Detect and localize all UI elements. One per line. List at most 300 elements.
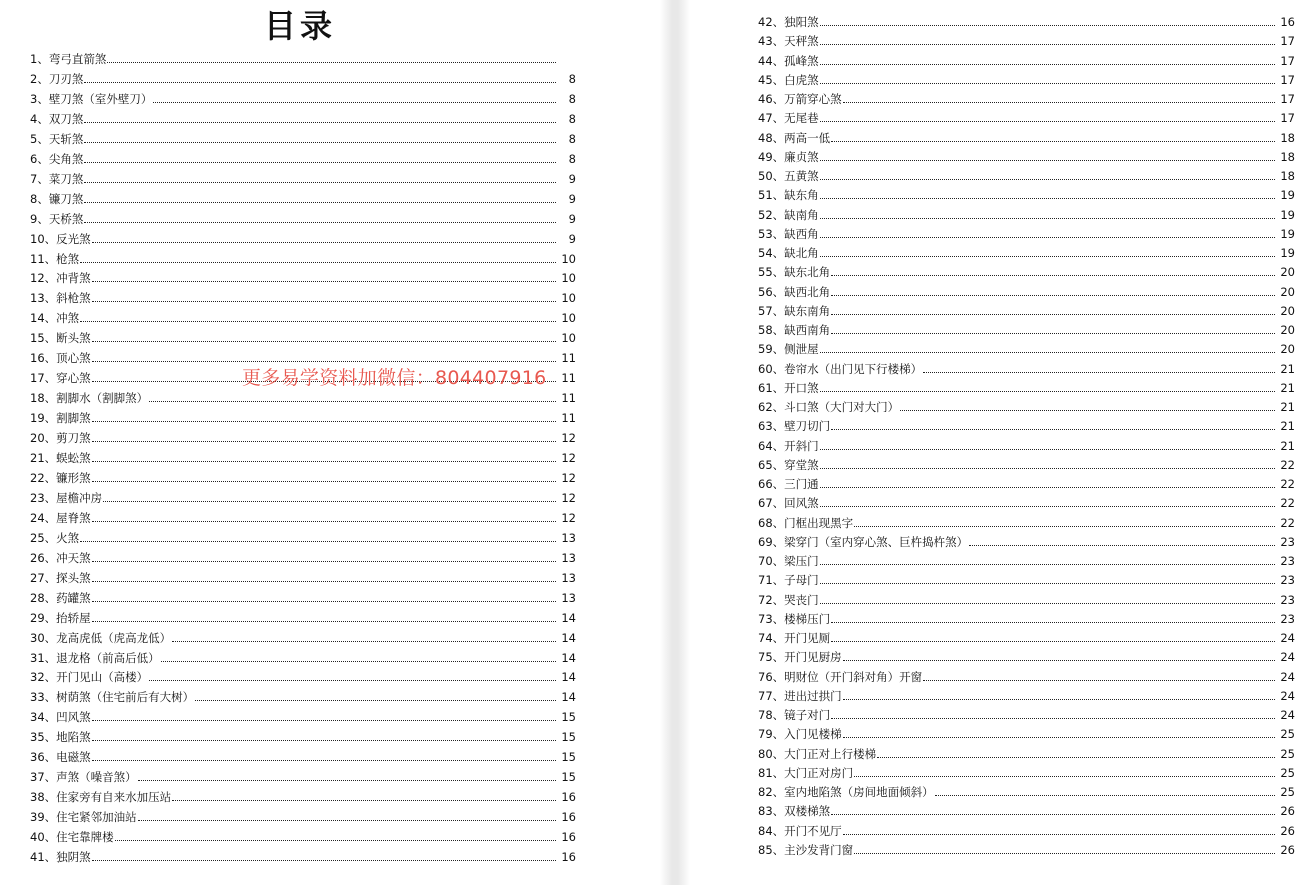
toc-entry-page: 15 (561, 730, 576, 745)
toc-entry-label: 66、三门通 (758, 477, 819, 491)
toc-entry-page: 23 (1280, 592, 1295, 607)
toc-entry-page: 18 (1280, 130, 1295, 145)
toc-entry-page: 25 (1280, 785, 1295, 799)
toc-entry-page: 13 (561, 570, 576, 585)
toc-leader-dots (92, 561, 556, 562)
toc-leader-dots (92, 341, 556, 342)
toc-entry (30, 810, 576, 824)
toc-entry-page: 23 (1280, 611, 1295, 626)
toc-entry (30, 232, 576, 246)
toc-entry-label: 14、冲煞 (30, 311, 80, 326)
toc-entry-page: 18 (1280, 169, 1295, 183)
toc-entry-label: 22、镰形煞 (30, 470, 91, 485)
toc-leader-dots (820, 179, 1275, 180)
toc-entry-page: 20 (1280, 303, 1295, 318)
toc-entry-label: 76、明财位（开门斜对角）开窗 (758, 669, 923, 684)
toc-entry-label: 19、割脚煞 (30, 411, 91, 426)
toc-entry-page: 11 (561, 351, 576, 366)
toc-entry (30, 551, 576, 565)
toc-leader-dots (84, 222, 556, 223)
toc-entry-page: 15 (561, 750, 576, 765)
toc-entry (758, 535, 1295, 549)
toc-entry-page: 10 (561, 331, 576, 346)
toc-entry (30, 471, 576, 485)
toc-leader-dots (831, 333, 1275, 334)
book-gutter (660, 0, 690, 885)
toc-entry-page: 21 (1280, 400, 1295, 414)
toc-entry (758, 246, 1295, 260)
toc-entry-label: 57、缺东南角 (758, 303, 831, 318)
toc-leader-dots (80, 262, 556, 263)
toc-leader-dots (138, 820, 556, 821)
toc-entry-label: 11、枪煞 (30, 251, 80, 266)
toc-entry (758, 785, 1295, 799)
toc-leader-dots (92, 481, 556, 482)
toc-leader-dots (831, 295, 1275, 296)
toc-leader-dots (172, 641, 556, 642)
toc-leader-dots (161, 661, 556, 662)
toc-leader-dots (820, 121, 1275, 122)
toc-entry-page: 22 (1280, 457, 1295, 472)
toc-leader-dots (84, 202, 556, 203)
toc-entry-page: 8 (568, 111, 576, 126)
toc-entry-page: 14 (561, 690, 576, 705)
toc-entry-page: 14 (561, 630, 576, 645)
toc-entry-page: 21 (1280, 438, 1295, 453)
toc-entry-label: 1、弯弓直箭煞 (30, 52, 107, 66)
toc-leader-dots (92, 242, 556, 243)
toc-entry-label: 60、卷帘水（出门见下行楼梯） (758, 361, 923, 376)
toc-entry-label: 35、地陷煞 (30, 730, 91, 745)
toc-entry (758, 419, 1295, 433)
toc-entry (758, 593, 1295, 607)
toc-leader-dots (84, 82, 556, 83)
toc-entry (758, 843, 1295, 857)
toc-leader-dots (172, 800, 556, 801)
toc-entry (30, 192, 576, 206)
toc-entry (758, 188, 1295, 202)
toc-entry-label: 7、菜刀煞 (30, 171, 84, 186)
toc-entry (758, 612, 1295, 626)
toc-entry-label: 41、独阴煞 (30, 850, 91, 864)
toc-leader-dots (820, 468, 1275, 469)
toc-leader-dots (92, 521, 556, 522)
toc-entry-page: 26 (1280, 804, 1295, 819)
toc-entry-page: 14 (561, 670, 576, 685)
toc-entry (758, 400, 1295, 414)
toc-leader-dots (969, 545, 1275, 546)
toc-entry-label: 75、开门见厨房 (758, 650, 842, 665)
toc-entry-page: 9 (568, 231, 576, 246)
toc-entry-label: 68、门框出现黑字 (758, 515, 854, 530)
toc-entry-label: 62、斗口煞（大门对大门） (758, 400, 900, 414)
toc-entry (758, 381, 1295, 395)
toc-entry-page: 22 (1280, 515, 1295, 530)
toc-entry (30, 311, 576, 325)
toc-leader-dots (820, 237, 1275, 238)
toc-entry-page: 19 (1280, 207, 1295, 222)
toc-leader-dots (92, 281, 556, 282)
toc-entry (758, 496, 1295, 510)
toc-leader-dots (843, 660, 1275, 661)
toc-entry-label: 63、壁刀切门 (758, 419, 831, 434)
toc-leader-dots (92, 621, 556, 622)
toc-entry-page: 13 (561, 550, 576, 565)
toc-leader-dots (831, 814, 1275, 815)
toc-leader-dots (92, 441, 556, 442)
toc-entry (758, 111, 1295, 125)
toc-leader-dots (923, 372, 1275, 373)
toc-entry-page: 10 (561, 271, 576, 286)
toc-leader-dots (84, 162, 556, 163)
toc-leader-dots (92, 581, 556, 582)
toc-entry-label: 74、开门见厕 (758, 631, 831, 645)
toc-entry-label: 15、断头煞 (30, 331, 91, 346)
toc-entry-page: 8 (568, 91, 576, 106)
toc-entry (30, 511, 576, 525)
toc-leader-dots (820, 64, 1275, 65)
toc-leader-dots (843, 699, 1275, 700)
toc-entry (758, 458, 1295, 472)
toc-entry (30, 730, 576, 744)
toc-entry-page: 19 (1280, 246, 1295, 260)
toc-entry (30, 670, 576, 684)
toc-entry-page: 11 (561, 371, 576, 386)
toc-entry-label: 17、穿心煞 (30, 371, 91, 386)
toc-leader-dots (854, 853, 1275, 854)
toc-entry (30, 531, 576, 545)
toc-leader-dots (92, 301, 556, 302)
toc-entry-label: 12、冲背煞 (30, 271, 91, 286)
toc-entry (758, 92, 1295, 106)
toc-entry-page: 21 (1280, 380, 1295, 395)
toc-leader-dots (103, 501, 556, 502)
toc-leader-dots (843, 834, 1275, 835)
toc-entry-label: 81、大门正对房门 (758, 765, 854, 780)
toc-leader-dots (935, 795, 1275, 796)
toc-entry-label: 44、孤峰煞 (758, 53, 819, 68)
toc-entry-label: 36、电磁煞 (30, 750, 91, 765)
toc-entry (758, 54, 1295, 68)
toc-leader-dots (149, 680, 556, 681)
toc-entry-label: 82、室内地陷煞（房间地面倾斜） (758, 785, 934, 799)
toc-entry-label: 64、开斜门 (758, 438, 819, 453)
toc-leader-dots (820, 564, 1275, 565)
toc-leader-dots (854, 776, 1275, 777)
toc-entry-label: 42、独阳煞 (758, 15, 819, 29)
toc-entry-label: 20、剪刀煞 (30, 431, 91, 446)
toc-entry (758, 516, 1295, 530)
toc-entry-page: 23 (1280, 573, 1295, 588)
toc-entry-label: 16、顶心煞 (30, 351, 91, 366)
toc-entry (30, 132, 576, 146)
toc-entry (758, 208, 1295, 222)
toc-page-right (690, 0, 1316, 885)
toc-entry-label: 26、冲天煞 (30, 550, 91, 565)
toc-entry-page: 24 (1280, 708, 1295, 722)
toc-entry (758, 804, 1295, 818)
toc-entry (30, 750, 576, 764)
toc-entry-label: 50、五黄煞 (758, 169, 819, 183)
toc-leader-dots (107, 62, 556, 63)
toc-entry-page: 13 (561, 590, 576, 605)
toc-entry (30, 331, 576, 345)
toc-leader-dots (843, 737, 1275, 738)
toc-entry-page: 25 (1280, 746, 1295, 761)
toc-entry-page: 8 (568, 71, 576, 86)
toc-entry-label: 43、天秤煞 (758, 34, 819, 49)
toc-entry-label: 56、缺西北角 (758, 284, 831, 299)
toc-entry-label: 49、廉贞煞 (758, 149, 819, 164)
toc-entry-label: 8、镰刀煞 (30, 191, 84, 206)
toc-entry (30, 431, 576, 445)
toc-entry-page: 16 (1280, 15, 1295, 29)
toc-entry-page: 12 (561, 451, 576, 465)
toc-entry-page: 12 (561, 510, 576, 525)
toc-entry-page: 12 (561, 470, 576, 485)
toc-entry-label: 21、蜈蚣煞 (30, 451, 91, 465)
toc-entry (30, 52, 576, 66)
toc-entry-label: 38、住家旁有自来水加压站 (30, 790, 172, 805)
toc-entry (758, 670, 1295, 684)
toc-entry-page: 24 (1280, 669, 1295, 684)
toc-entry-page: 24 (1280, 650, 1295, 665)
toc-entry (30, 850, 576, 864)
toc-entry-page: 22 (1280, 477, 1295, 491)
toc-entry-page: 10 (561, 311, 576, 326)
toc-entry (758, 439, 1295, 453)
toc-entry-label: 10、反光煞 (30, 231, 91, 246)
toc-entry (30, 591, 576, 605)
toc-entry-page: 9 (568, 211, 576, 226)
toc-entry (30, 92, 576, 106)
toc-entry (30, 710, 576, 724)
toc-entry (30, 112, 576, 126)
toc-entry (758, 708, 1295, 722)
toc-entry (758, 824, 1295, 838)
toc-leader-dots (843, 102, 1275, 103)
toc-entry (758, 727, 1295, 741)
toc-entry-label: 51、缺东角 (758, 188, 819, 203)
toc-entry-page: 17 (1280, 111, 1295, 126)
toc-leader-dots (831, 141, 1275, 142)
toc-entry-page: 25 (1280, 765, 1295, 780)
toc-entry (30, 770, 576, 784)
toc-entry-label: 70、梁压门 (758, 554, 819, 568)
toc-entry-page: 11 (561, 411, 576, 426)
toc-leader-dots (138, 780, 556, 781)
toc-leader-dots (80, 541, 556, 542)
toc-entry-label: 67、回风煞 (758, 496, 819, 511)
toc-leader-dots (820, 603, 1275, 604)
toc-leader-dots (900, 410, 1275, 411)
toc-entry-label: 65、穿堂煞 (758, 457, 819, 472)
toc-leader-dots (820, 198, 1275, 199)
toc-entry (758, 362, 1295, 376)
toc-leader-dots (84, 122, 556, 123)
toc-entry (758, 227, 1295, 241)
toc-entry-page: 10 (561, 251, 576, 266)
toc-entry-page: 20 (1280, 284, 1295, 299)
toc-entry-page: 26 (1280, 842, 1295, 857)
toc-entry-label: 80、大门正对上行楼梯 (758, 746, 877, 761)
toc-entry-page: 15 (561, 710, 576, 725)
toc-entry-page: 8 (568, 151, 576, 166)
toc-entry-label: 13、斜枪煞 (30, 291, 91, 306)
toc-entry (30, 690, 576, 704)
toc-leader-dots (92, 720, 556, 721)
toc-entry (758, 323, 1295, 337)
toc-entry (758, 650, 1295, 664)
toc-entry-label: 83、双楼梯煞 (758, 804, 831, 819)
toc-entry (758, 342, 1295, 356)
toc-leader-dots (831, 429, 1275, 430)
toc-entry-label: 34、凹风煞 (30, 710, 91, 725)
toc-entry-label: 47、无尾巷 (758, 111, 819, 126)
toc-entry (758, 15, 1295, 29)
toc-leader-dots (820, 218, 1275, 219)
toc-entry-label: 28、药罐煞 (30, 590, 91, 605)
toc-leader-dots (115, 840, 556, 841)
toc-entry-page: 9 (568, 191, 576, 206)
toc-leader-dots (84, 182, 556, 183)
toc-leader-dots (84, 142, 556, 143)
toc-entry-page: 12 (561, 431, 576, 446)
toc-entry (30, 152, 576, 166)
toc-entry (758, 285, 1295, 299)
toc-entry-label: 53、缺西角 (758, 226, 819, 241)
toc-entry-label: 32、开门见山（高楼） (30, 670, 149, 685)
toc-leader-dots (820, 44, 1275, 45)
toc-leader-dots (92, 601, 556, 602)
toc-entry (30, 391, 576, 405)
toc-entry-label: 37、声煞（噪音煞） (30, 770, 137, 785)
toc-leader-dots (80, 321, 556, 322)
toc-entry-label: 18、割脚水（割脚煞） (30, 391, 149, 406)
toc-entry-page: 24 (1280, 688, 1295, 703)
toc-entry-page: 18 (1280, 149, 1295, 164)
toc-entry-page: 21 (1280, 361, 1295, 376)
toc-entry (30, 830, 576, 844)
toc-entry (758, 477, 1295, 491)
toc-entry (30, 631, 576, 645)
toc-entry (30, 271, 576, 285)
toc-leader-dots (831, 275, 1275, 276)
toc-entry-page: 21 (1280, 419, 1295, 434)
toc-entry-page: 26 (1280, 823, 1295, 838)
toc-entry-label: 45、白虎煞 (758, 72, 819, 87)
toc-entry-label: 4、双刀煞 (30, 111, 84, 126)
toc-leader-dots (820, 583, 1275, 584)
toc-leader-dots (831, 622, 1275, 623)
toc-entry (30, 651, 576, 665)
toc-entry (30, 172, 576, 186)
toc-leader-dots (92, 361, 556, 362)
toc-entry (30, 611, 576, 625)
toc-entry (30, 252, 576, 266)
toc-leader-dots (820, 391, 1275, 392)
toc-entry-label: 58、缺西南角 (758, 323, 831, 337)
toc-entry-label: 27、探头煞 (30, 570, 91, 585)
toc-leader-dots (820, 506, 1275, 507)
toc-entry-label: 23、屋檐冲房 (30, 490, 103, 505)
toc-entry-page: 11 (561, 391, 576, 406)
toc-entry-label: 30、龙高虎低（虎高龙低） (30, 630, 172, 645)
toc-entry-page: 17 (1280, 92, 1295, 106)
toc-entry (758, 304, 1295, 318)
toc-entry-page: 23 (1280, 554, 1295, 568)
toc-entry-label: 3、壁刀煞（室外壁刀） (30, 91, 153, 106)
toc-leader-dots (831, 718, 1275, 719)
toc-entry-label: 48、两高一低 (758, 130, 831, 145)
toc-entry-label: 52、缺南角 (758, 207, 819, 222)
watermark-text: 更多易学资料加微信：804407916 (242, 367, 547, 389)
toc-leader-dots (820, 256, 1275, 257)
toc-entry-label: 33、树荫煞（住宅前后有大树） (30, 690, 195, 705)
toc-entry-page: 17 (1280, 53, 1295, 68)
toc-entry-label: 29、抬轿屋 (30, 610, 91, 625)
toc-leader-dots (195, 700, 556, 701)
toc-entry-page: 13 (561, 530, 576, 545)
toc-leader-dots (820, 449, 1275, 450)
toc-entry (758, 73, 1295, 87)
toc-entry-label: 69、梁穿门（室内穿心煞、巨杵捣杵煞） (758, 534, 969, 549)
toc-entry-label: 54、缺北角 (758, 246, 819, 260)
toc-entry-page: 14 (561, 610, 576, 625)
toc-entry (758, 554, 1295, 568)
toc-entry-page: 15 (561, 770, 576, 785)
toc-entry-page: 23 (1280, 534, 1295, 549)
toc-entry-page: 9 (568, 171, 576, 186)
toc-entry-page: 10 (561, 291, 576, 306)
toc-entry-page: 20 (1280, 265, 1295, 280)
toc-entry (30, 451, 576, 465)
toc-entry (758, 169, 1295, 183)
toc-entry-label: 71、子母门 (758, 573, 819, 588)
toc-entry-page: 16 (561, 790, 576, 805)
toc-entry-page: 12 (561, 490, 576, 505)
toc-entry (758, 766, 1295, 780)
toc-entry-page: 17 (1280, 72, 1295, 87)
toc-entry (758, 34, 1295, 48)
toc-leader-dots (820, 352, 1275, 353)
toc-entry (758, 265, 1295, 279)
toc-entry (30, 72, 576, 86)
toc-entry-label: 73、楼梯压门 (758, 611, 831, 626)
toc-leader-dots (820, 487, 1275, 488)
toc-entry-label: 2、刀刃煞 (30, 71, 84, 86)
toc-entry (758, 747, 1295, 761)
toc-entry (758, 131, 1295, 145)
toc-entry-page: 16 (561, 830, 576, 845)
toc-entry-label: 31、退龙格（前高后低） (30, 650, 160, 665)
toc-entry-page: 24 (1280, 631, 1295, 645)
toc-leader-dots (923, 680, 1275, 681)
toc-entry-label: 59、侧泄屋 (758, 342, 819, 357)
toc-leader-dots (831, 314, 1275, 315)
toc-entry-label: 6、尖角煞 (30, 151, 84, 166)
toc-entry-page: 19 (1280, 226, 1295, 241)
toc-entry-label: 84、开门不见厅 (758, 823, 842, 838)
toc-entry-page: 20 (1280, 323, 1295, 337)
toc-entry (758, 689, 1295, 703)
toc-entry-label: 61、开口煞 (758, 380, 819, 395)
toc-leader-dots (92, 760, 556, 761)
toc-entry-label: 39、住宅紧邻加油站 (30, 810, 137, 825)
toc-entry-label: 55、缺东北角 (758, 265, 831, 280)
toc-entry (758, 631, 1295, 645)
toc-entry-page: 19 (1280, 188, 1295, 203)
